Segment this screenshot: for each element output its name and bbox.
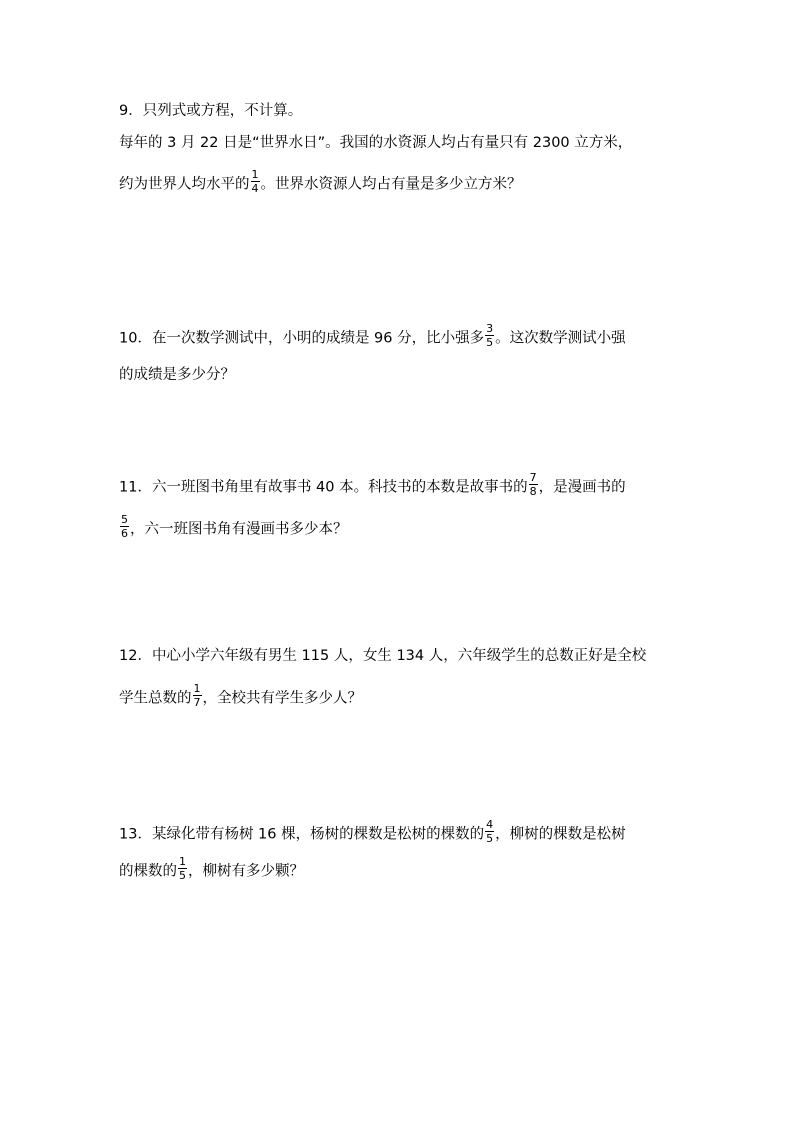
question-text: 的棵数的 [119, 863, 177, 880]
fraction [251, 169, 260, 194]
fraction-denominator: 8 [529, 485, 537, 498]
question-text: ，六一班图书角有漫画书多少本？ [130, 521, 348, 538]
fraction-denominator: 6 [121, 527, 128, 540]
question-text: 。世界水资源人均占有量是多少立方米？ [260, 176, 522, 193]
fraction-numerator: 1 [251, 168, 259, 181]
fraction-denominator: 5 [486, 832, 494, 845]
fraction [485, 819, 494, 844]
question-text: 10．在一次数学测试中，小明的成绩是 96 分，比小强多 [119, 330, 485, 347]
question-text: ，全校共有学生多少人？ [202, 690, 362, 707]
fraction-denominator: 7 [193, 696, 201, 709]
question-line [119, 682, 699, 711]
question-text: ，柳树有多少颗？ [188, 863, 304, 880]
question-line [119, 818, 699, 847]
fraction [485, 323, 494, 348]
question-line [119, 855, 699, 884]
fraction [120, 514, 129, 539]
question-text: 每年的 3 月 22 日是“世界水日”。我国的水资源人均占有量只有 2300 立方米， [119, 135, 633, 151]
question-text: 学生总数的 [119, 690, 192, 707]
fraction [529, 472, 538, 497]
fraction-denominator: 4 [251, 182, 259, 195]
question-line [119, 322, 699, 351]
question-text: ，是漫画书的 [538, 479, 626, 496]
question-text: 。这次数学测试小强 [495, 330, 626, 347]
question-text: 约为世界人均水平的 [119, 176, 250, 193]
question-text: 13．某绿化带有杨树 16 棵，杨树的棵数是松树的棵数的 [119, 826, 485, 843]
fraction-numerator: 5 [121, 513, 128, 526]
question-line [119, 168, 699, 197]
fraction-denominator: 5 [179, 869, 186, 882]
question-line [119, 646, 699, 666]
fraction-numerator: 3 [486, 322, 494, 335]
fraction-numerator: 4 [486, 818, 494, 831]
question-text: 的成绩是多少分？ [119, 367, 235, 383]
question-line [119, 365, 699, 385]
fraction [193, 683, 202, 708]
question-line [119, 471, 699, 500]
question-line [119, 133, 699, 153]
question-text: ，柳树的棵数是松树 [495, 826, 626, 843]
fraction-numerator: 1 [179, 855, 186, 868]
question-line [119, 101, 699, 121]
question-line [119, 513, 699, 542]
fraction [178, 856, 187, 881]
fraction-numerator: 7 [529, 471, 537, 484]
question-text: 12．中心小学六年级有男生 115 人，女生 134 人，六年级学生的总数正好是全校 [119, 648, 647, 664]
question-text: 9．只列式或方程，不计算。 [119, 103, 303, 119]
fraction-denominator: 5 [486, 336, 494, 349]
question-text: 11．六一班图书角里有故事书 40 本。科技书的本数是故事书的 [119, 479, 528, 496]
fraction-numerator: 1 [193, 682, 201, 695]
